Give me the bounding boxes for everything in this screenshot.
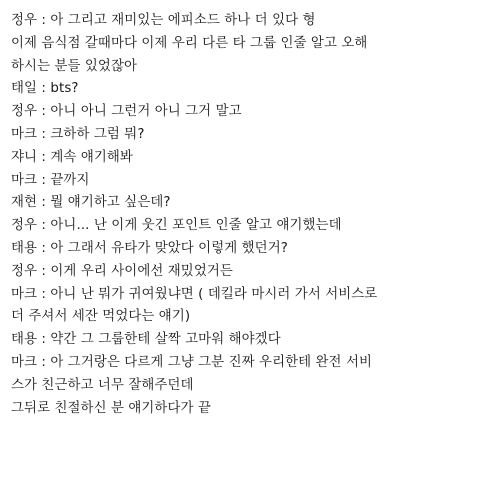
transcript-line: 재현 : 뭘 얘기하고 싶은데? [11,195,171,211]
transcript-line: 그뒤로 친절하신 분 얘기하다가 끝 [11,400,211,416]
transcript-line: 태용 : 아 그래서 유타가 맞았다 이렇게 했던거? [11,240,288,256]
transcript-line: 태일 : bts? [11,81,79,97]
transcript-line: 쟈니 : 계속 얘기해봐 [11,149,133,165]
transcript-line: 더 주셔서 세잔 먹었다는 얘기) [11,309,191,325]
transcript-line: 정우 : 아니... 난 이게 웃긴 포인트 인줄 알고 얘기했는데 [11,218,342,234]
transcript-line: 정우 : 이게 우리 사이에선 재밌었거든 [11,263,233,279]
transcript-line: 마크 : 아 그거랑은 다르게 그냥 그분 진짜 우리한테 완전 서비 [11,354,373,370]
transcript-line: 마크 : 아니 난 뭐가 귀여웠냐면 ( 데킬라 마시러 가서 서비스로 [11,286,378,302]
transcript-line: 이제 음식점 갈때마다 이제 우리 다른 타 그룹 인줄 알고 오해 [11,35,368,51]
transcript-line: 태용 : 약간 그 그룹한테 살짝 고마워 해야겠다 [11,332,281,348]
transcript-line: 스가 친근하고 너무 잘해주던데 [11,377,194,393]
transcript-line: 마크 : 크하하 그럼 뭐? [11,126,145,142]
transcript-line: 하시는 분들 있었잖아 [11,58,138,74]
transcript-line: 정우 : 아니 아니 그런거 아니 그거 말고 [11,104,242,120]
transcript-line: 정우 : 아 그리고 재미있는 에피소드 하나 더 있다 형 [11,13,316,28]
transcript-line: 마크 : 끝까지 [11,172,90,188]
chat-transcript [11,10,475,420]
